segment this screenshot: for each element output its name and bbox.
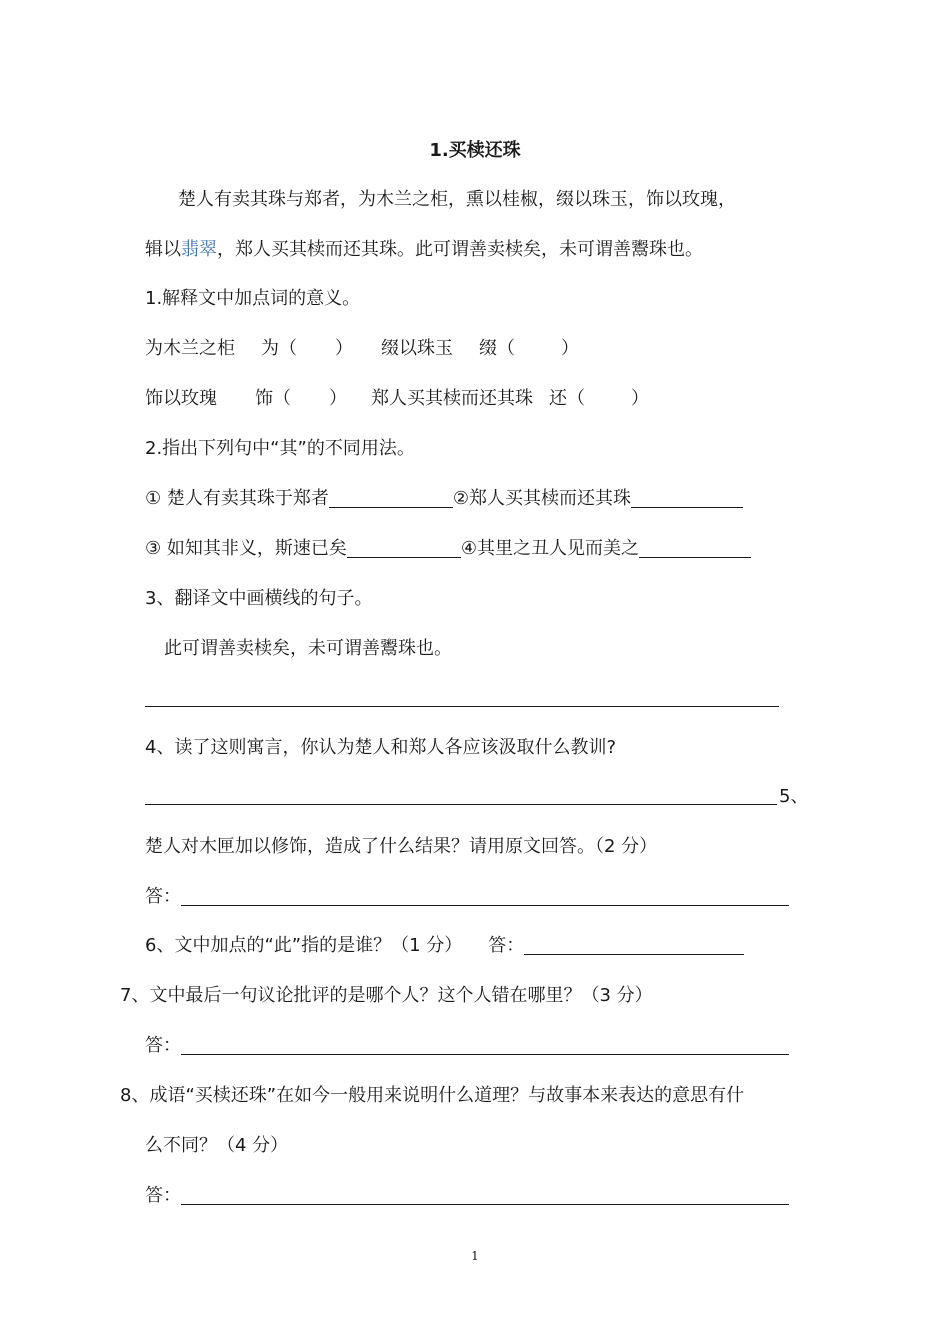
q2-item-3-blank[interactable] [347, 539, 461, 558]
q2-item-4: ④其里之丑人见而美之 [460, 538, 639, 559]
page-title: 1.买椟还珠 [429, 140, 521, 161]
q2-prompt: 2.指出下列句中“其”的不同用法。 [145, 438, 415, 459]
q4-answer-line[interactable] [145, 804, 777, 805]
q5-number: 5、 [779, 786, 809, 807]
q3-sentence: 此可谓善卖椟矣，未可谓善鬻珠也。 [164, 638, 452, 659]
q1-row1-b-word: 缀（ [479, 338, 515, 359]
q2-item-4-blank[interactable] [639, 539, 751, 558]
q1-row1-a-close: ） [335, 338, 353, 359]
q4-prompt: 4、读了这则寓言，你认为楚人和郑人各应该汲取什么教训? [145, 737, 617, 758]
q1-row2-a-word: 饰（ [255, 388, 291, 409]
q6-answer-blank[interactable] [524, 936, 744, 955]
highlighted-word: 翡翠 [181, 239, 217, 260]
q2-item-3: ③ 如知其非义，斯速已矣 [145, 538, 347, 559]
q1-row1-a-phrase: 为木兰之柜 [145, 338, 235, 359]
q1-prompt: 1.解释文中加点词的意义。 [145, 288, 361, 309]
q1-row-1 [145, 337, 579, 361]
q7-prompt: 7、文中最后一句议论批评的是哪个人？这个人错在哪里？（3 分） [120, 985, 653, 1006]
q5-answer-line[interactable] [181, 905, 789, 906]
q2-item-2: ②郑人买其椟而还其珠 [452, 488, 631, 509]
q5-answer-label: 答： [145, 886, 181, 907]
q7-answer-label: 答： [145, 1035, 181, 1056]
q2-row-1 [145, 487, 743, 511]
q1-row1-b-close: ） [561, 338, 579, 359]
passage-line-2-end: ，郑人买其椟而还其珠。此可谓善卖椟矣，未可谓善鬻珠也。 [217, 239, 703, 260]
q8-answer-label: 答： [145, 1185, 181, 1206]
q1-row2-a-close: ） [329, 388, 347, 409]
q3-answer-line[interactable] [145, 706, 779, 707]
q2-item-2-blank[interactable] [631, 489, 743, 508]
q6-answer-label: 答： [488, 935, 525, 956]
q1-row2-b-word: 还（ [549, 388, 585, 409]
passage-line-1: 楚人有卖其珠与郑者，为木兰之柜，熏以桂椒，缀以珠玉，饰以玫瑰， [178, 189, 736, 210]
q2-item-1: ① 楚人有卖其珠于郑者 [145, 488, 329, 509]
q2-row-2 [145, 537, 751, 561]
q1-row2-a-phrase: 饰以玫瑰 [145, 388, 217, 409]
q2-item-1-blank[interactable] [329, 489, 453, 508]
q3-prompt: 3、翻译文中画横线的句子。 [145, 588, 373, 609]
q1-row1-a-word: 为（ [261, 338, 297, 359]
q5-prompt: 楚人对木匣加以修饰，造成了什么结果？请用原文回答。（2 分） [145, 836, 658, 857]
q6-row [145, 934, 744, 958]
q1-row2-b-phrase: 郑人买其椟而还其珠 [371, 388, 533, 409]
passage-line-2 [145, 238, 703, 262]
q8-prompt-line-1: 8、成语“买椟还珠”在如今一般用来说明什么道理？与故事本来表达的意思有什 [120, 1085, 745, 1106]
q1-row1-b-phrase: 缀以珠玉 [381, 338, 453, 359]
q8-answer-line[interactable] [181, 1204, 789, 1205]
page-number: 1 [471, 1249, 479, 1263]
q1-row-2 [145, 387, 649, 411]
passage-line-2-start: 辑以 [145, 239, 181, 260]
q1-row2-b-close: ） [631, 388, 649, 409]
q6-prompt: 6、文中加点的“此”指的是谁？（1 分） [145, 935, 463, 956]
q8-prompt-line-2: 么不同？（4 分） [145, 1135, 289, 1156]
q7-answer-line[interactable] [181, 1054, 789, 1055]
